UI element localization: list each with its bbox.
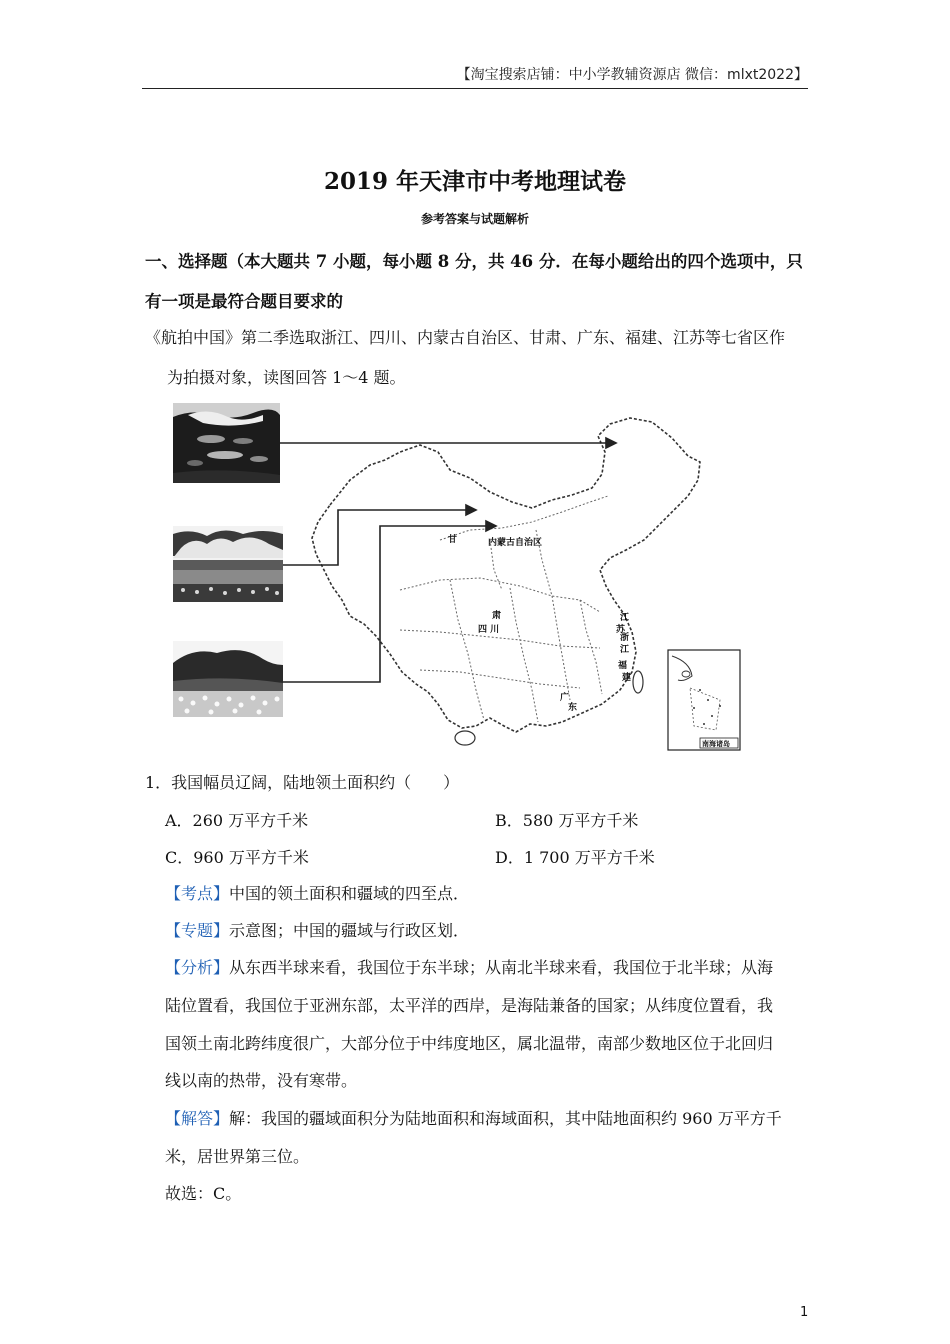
- fenxi-text-1: 从东西半球来看，我国位于东半球；从南北半球来看，我国位于北半球；从海: [229, 958, 774, 977]
- kaodian-tag: 【考点】: [165, 884, 230, 903]
- option-a: A．260 万平方千米: [165, 811, 309, 830]
- china-outline: [312, 418, 700, 732]
- question-intro: [145, 318, 810, 398]
- label-dong: 东: [568, 703, 578, 713]
- intro-line-2: 为拍摄对象，读图回答 1～4 题。: [167, 368, 406, 387]
- jieda-text-1: 解：我国的疆域面积分为陆地面积和海域面积，其中陆地面积约 960 万平方千: [229, 1109, 782, 1128]
- china-province-map: [280, 400, 780, 755]
- question-1-stem: 1．我国幅员辽阔，陆地领土面积约（ ）: [145, 773, 460, 792]
- label-sichuan: 四 川: [478, 625, 500, 635]
- fenxi-line-4: 线以南的热带，没有寒带。: [165, 1071, 358, 1090]
- page-number: 1: [800, 1305, 809, 1320]
- option-b: B．580 万平方千米: [495, 811, 639, 830]
- south-china-sea-inset: [668, 650, 740, 750]
- fenxi-line-3: 国领土南北跨纬度很广，大部分位于中纬度地区，属北温带，南部少数地区位于北回归: [165, 1034, 774, 1053]
- fenxi-line-2: 陆位置看，我国位于亚洲东部，太平洋的西岸，是海陆兼备的国家；从纬度位置看，我: [165, 996, 774, 1015]
- jieda-line-1: [165, 1101, 782, 1137]
- answer-line: 故选：C。: [165, 1184, 242, 1203]
- jieda-tag: 【解答】: [165, 1109, 230, 1128]
- fenxi-line-1: [165, 950, 773, 986]
- aerial-photo-2: [173, 526, 283, 602]
- zhuanti-text: 示意图；中国的疆域与行政区划．: [229, 921, 470, 940]
- page-title: 2019 年天津市中考地理试卷: [323, 168, 627, 195]
- option-d: D．1 700 万平方千米: [495, 848, 655, 867]
- label-jiang: 江: [620, 613, 630, 623]
- section-heading: 一、选择题（本大题共 7 小题，每小题 8 分，共 46 分．在每小题给出的四个选项中，只有一项是最符合题目要求的: [145, 252, 803, 311]
- fenxi-tag: 【分析】: [165, 958, 230, 977]
- label-su: 肃: [492, 611, 502, 621]
- intro-line-1: 《航拍中国》第二季选取浙江、四川、内蒙古自治区、甘肃、广东、福建、江苏等七省区作: [145, 328, 786, 347]
- label-fu: 福: [618, 661, 628, 671]
- label-jiang2: 江: [620, 645, 630, 655]
- inset-label: 南海诸岛: [702, 740, 730, 748]
- aerial-photo-1: [173, 403, 280, 483]
- zhuanti-tag: 【专题】: [165, 921, 230, 940]
- header-divider: [142, 88, 808, 89]
- label-zhe: 浙: [620, 633, 630, 643]
- label-gan: 甘: [448, 535, 458, 545]
- header-note: 【淘宝搜索店铺：中小学教辅资源店 微信：mlxt2022】: [456, 67, 808, 83]
- label-jian: 建: [622, 673, 632, 683]
- jieda-line-2: 米，居世界第三位。: [165, 1147, 310, 1166]
- kaodian-row: [165, 876, 469, 912]
- label-guang: 广: [560, 693, 570, 703]
- label-neimenggu: 内蒙古自治区: [488, 538, 543, 548]
- aerial-photo-3: [173, 641, 283, 717]
- label-su2: 苏: [616, 625, 626, 635]
- page-subtitle: 参考答案与试题解析: [420, 212, 529, 226]
- option-c: C．960 万平方千米: [165, 848, 309, 867]
- zhuanti-row: [165, 913, 469, 949]
- kaodian-text: 中国的领土面积和疆域的四至点．: [229, 884, 470, 903]
